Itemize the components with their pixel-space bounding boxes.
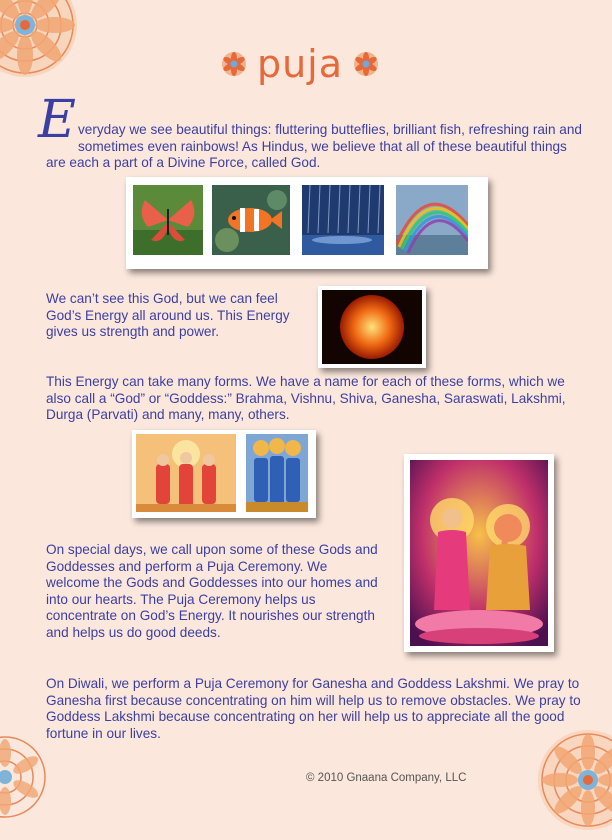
trimurti-photo bbox=[246, 434, 308, 512]
title-flower-right-icon bbox=[353, 51, 379, 77]
lakshmi-ganesha-photo-frame bbox=[404, 454, 554, 652]
corner-mandala-bottom-right-icon bbox=[538, 730, 612, 840]
rainbow-photo bbox=[396, 185, 468, 255]
page-header bbox=[205, 40, 395, 88]
rain-photo bbox=[302, 185, 384, 255]
corner-mandala-top-left-icon bbox=[0, 0, 80, 80]
diwali-paragraph: On Diwali, we perform a Puja Ceremony for Ganesha and Goddess Lakshmi. We pray to Ganesha first because concentrating on him will help us to remove obstacles. We pray to Goddess Lakshmi because concentrating on her will help us to appreciate all the good fortune in our lives. bbox=[46, 676, 581, 741]
gods-photo-strip bbox=[132, 430, 316, 518]
sun-photo-frame bbox=[318, 286, 426, 368]
intro-dropcap: E bbox=[38, 90, 76, 150]
lakshmi-ganesha-photo bbox=[410, 460, 548, 646]
clownfish-photo bbox=[212, 185, 290, 255]
corner-mandala-bottom-left-icon bbox=[0, 732, 50, 822]
sun-photo bbox=[322, 290, 422, 364]
intro-text: veryday we see beautiful things: fluttering butteflies, brilliant fish, refreshing rain and sometimes even rainbows! As Hindus, we believe that all of these beautiful things are each a part of a Divine Force, called God. bbox=[46, 122, 582, 171]
forms-paragraph: This Energy can take many forms. We have a name for each of these forms, which we also call a “God” or “Goddess:” Brahma, Vishnu, Shiva, Ganesha, Saraswati, Lakshmi, Durga (Parvati) and many, many, others. bbox=[46, 374, 566, 423]
title-flower-left-icon bbox=[221, 51, 247, 77]
intro-paragraph bbox=[38, 90, 586, 172]
butterfly-photo bbox=[133, 185, 203, 255]
special-days-paragraph: On special days, we call upon some of these Gods and Goddesses and perform a Puja Ceremony. We welcome the Gods and Goddesses into our homes and into our hearts. The Puja Ceremony helps us concentrate on God’s Energy. It nourishes our strength and helps us do good deeds. bbox=[46, 542, 378, 640]
goddesses-photo bbox=[136, 434, 236, 512]
copyright-footer: © 2010 Gnaana Company, LLC bbox=[306, 772, 467, 784]
page-title: puja bbox=[256, 42, 344, 86]
nature-photo-strip bbox=[126, 177, 488, 269]
god-energy-paragraph: We can’t see this God, but we can feel God’s Energy all around us. This Energy gives us strength and power. bbox=[46, 291, 290, 340]
